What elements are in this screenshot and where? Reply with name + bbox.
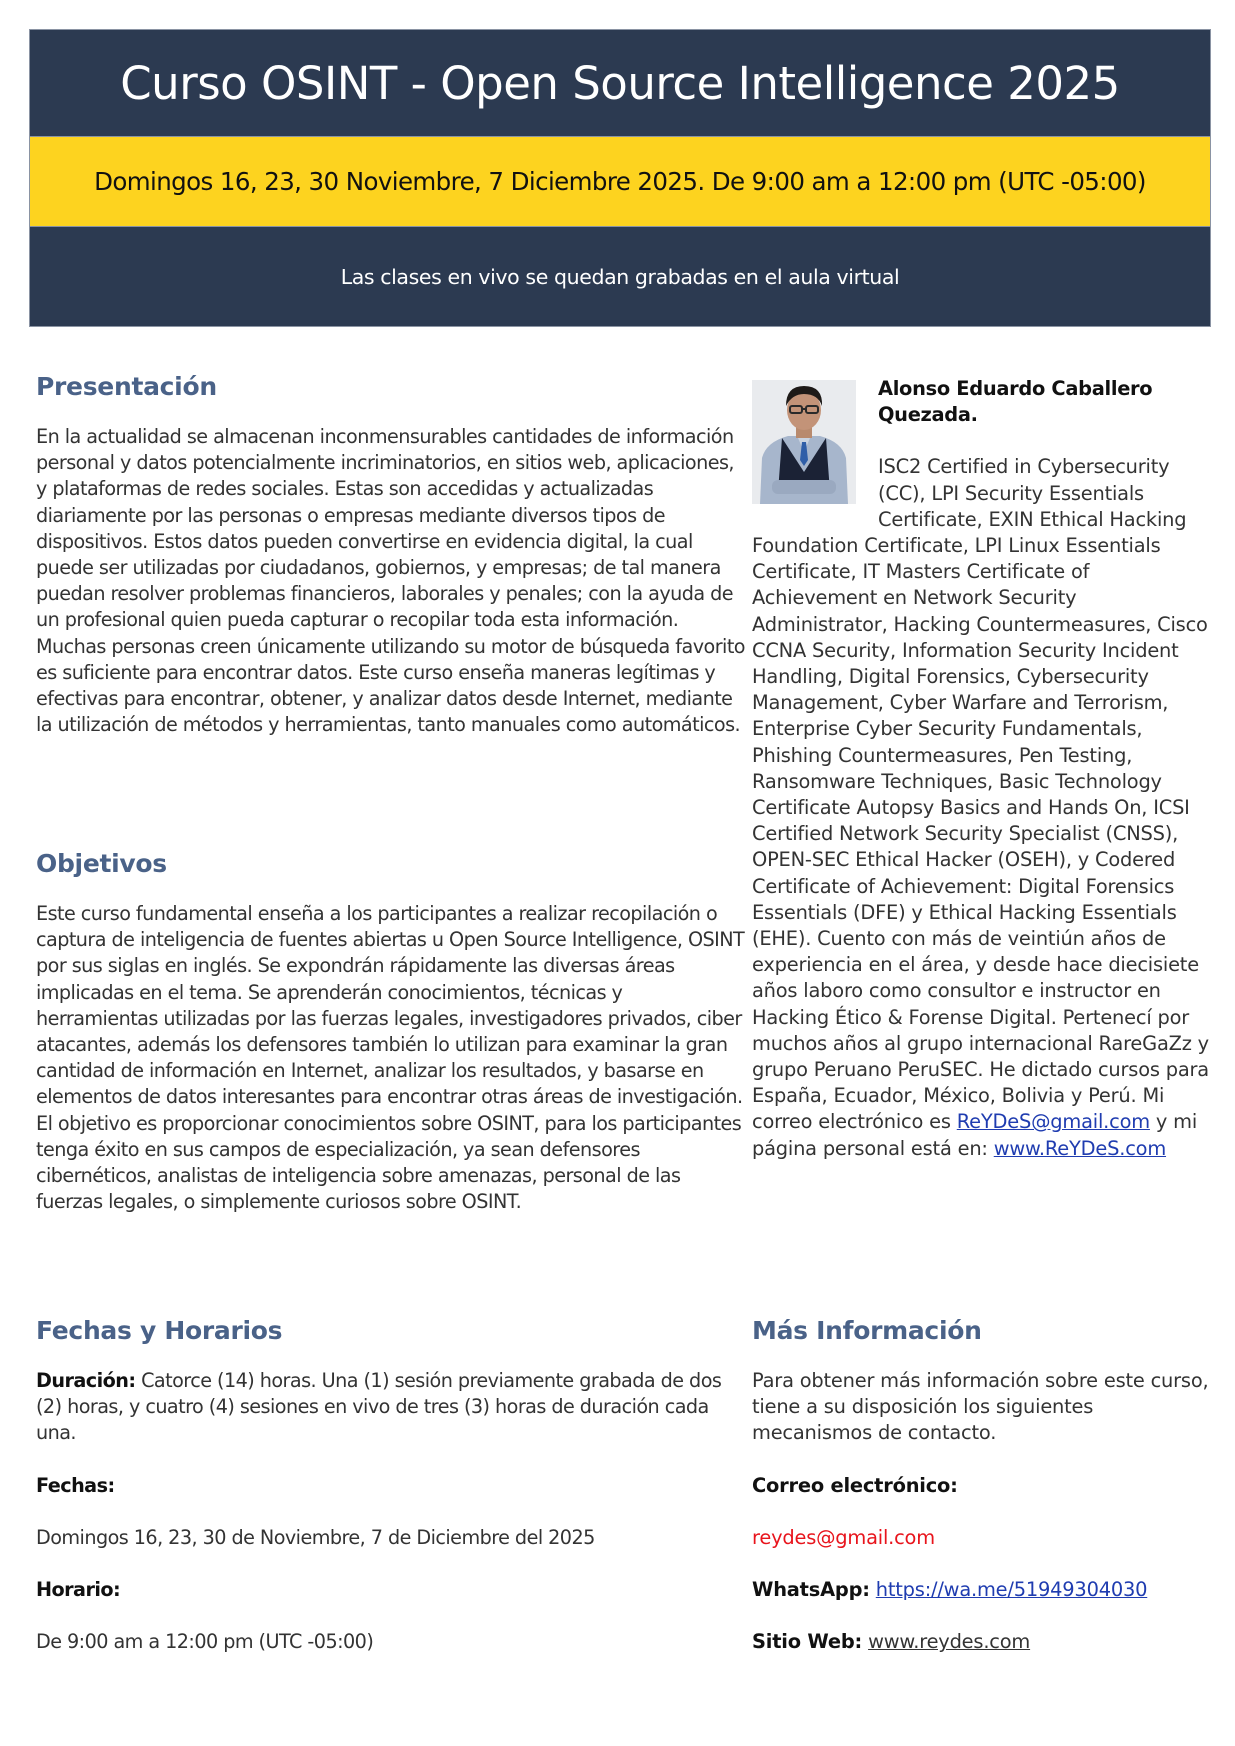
correo-value[interactable]: reydes@gmail.com <box>752 1525 935 1549</box>
correo-label: Correo electrónico: <box>752 1473 958 1497</box>
presentacion-heading: Presentación <box>36 372 217 401</box>
objetivos-section <box>36 849 746 1215</box>
fechas-label: Fechas: <box>36 1473 115 1497</box>
instructor-section <box>752 376 1212 1162</box>
recorded-classes-note: Las clases en vivo se quedan grabadas en el aula virtual <box>30 227 1210 326</box>
instructor-photo <box>752 380 856 504</box>
course-title: Curso OSINT - Open Source Intelligence 2025 <box>30 30 1210 136</box>
mas-info-heading: Más Información <box>752 1316 982 1345</box>
instructor-email-link[interactable]: ReYDeS@gmail.com <box>956 1110 1150 1134</box>
presentacion-section <box>36 372 746 738</box>
duracion-label: Duración: <box>36 1369 136 1392</box>
fechas-value: Domingos 16, 23, 30 de Noviembre, 7 de Diciembre del 2025 <box>36 1525 595 1549</box>
presentacion-body: En la actualidad se almacenan inconmensurables cantidades de información personal y datos potencialmente incriminatorios, en sitios web, aplicaciones, y plataformas de redes sociales. Estas son accedidas y actualizadas diariamente por las personas o empresas mediante diversos tipos de dispositivos. Estos datos pueden convertirse en evidencia digital, la cual puede ser utilizadas por ciudadanos, gobiernos, y empresas; de tal manera puedan resolver problemas financieros, laborales y penales; con la ayuda de un profesional quien pueda capturar o recopilar toda esta información. Muchas personas creen únicamente utilizando su motor de búsqueda favorito es suficiente para encontrar datos. Este curso enseña maneras legítimas y efectivas para encontrar, obtener, y analizar datos desde Internet, mediante la utilización de métodos y herramientas, tanto manuales como automáticos. <box>36 425 745 737</box>
whatsapp-link[interactable]: https://wa.me/51949304030 <box>875 1578 1148 1602</box>
mas-info-section <box>752 1316 1212 1655</box>
instructor-bio <box>752 454 1212 1161</box>
horario-label: Horario: <box>36 1578 121 1602</box>
duracion-paragraph <box>36 1368 746 1447</box>
web-row <box>752 1629 1212 1655</box>
mas-info-intro: Para obtener más información sobre este curso, tiene a su disposición los siguientes mecanismos de contacto. <box>752 1369 1209 1445</box>
duracion-text: Catorce (14) horas. Una (1) sesión previamente grabada de dos (2) horas, y cuatro (4) sesiones en vivo de tres (3) horas de duración cada una. <box>36 1369 722 1445</box>
objetivos-heading: Objetivos <box>36 849 167 878</box>
course-dates-strip: Domingos 16, 23, 30 Noviembre, 7 Diciembre 2025. De 9:00 am a 12:00 pm (UTC -05:00) <box>30 136 1210 227</box>
web-label: Sitio Web: <box>752 1630 863 1654</box>
whatsapp-label: WhatsApp: <box>752 1578 870 1602</box>
instructor-bio-text: ISC2 Certified in Cybersecurity (CC), LPI Security Essentials Certificate, EXIN Ethical Hacking Foundation Certificate, LPI Linux Essentials Certificate, IT Masters Certificate of Achievement en Network Security Administrator, Hacking Countermeasures, Cisco CCNA Security, Information Security Incident Handling, Digital Forensics, Cybersecurity Management, Cyber Warfare and Terrorism, Enterprise Cyber Security Fundamentals, Phishing Countermeasures, Pen Testing, Ransomware Techniques, Basic Technology Certificate Autopsy Basics and Hands On, ICSI Certified Network Security Specialist (CNSS), OPEN-SEC Ethical Hacker (OSEH), y Codered Certificate of Achievement: Digital Forensics Essentials (DFE) y Ethical Hacking Essentials (EHE). Cuento con más de veintiún años de experiencia en el área, y desde hace diecisiete años laboro como consultor e instructor en Hacking Ético & Forense Digital. Pertenecí por muchos años al grupo internacional RareGaZz y grupo Peruano PeruSEC. He dictado cursos para España, Ecuador, México, Bolivia y Perú. Mi correo electrónico es <box>752 455 1209 1134</box>
instructor-name: Alonso Eduardo Caballero Quezada. <box>878 377 1153 427</box>
instructor-bio-mid: y mi página personal está en: <box>752 1110 1198 1160</box>
whatsapp-row <box>752 1577 1212 1603</box>
fechas-heading: Fechas y Horarios <box>36 1316 283 1345</box>
fechas-section <box>36 1316 746 1655</box>
course-banner <box>29 29 1211 327</box>
web-link[interactable]: www.reydes.com <box>868 1630 1031 1654</box>
objetivos-body: Este curso fundamental enseña a los participantes a realizar recopilación o captura de inteligencia de fuentes abiertas u Open Source Intelligence, OSINT por sus siglas en inglés. Se expondrán rápidamente las diversas áreas implicadas en el tema. Se aprenderán conocimientos, técnicas y herramientas utilizadas por las fuerzas legales, investigadores privados, ciber atacantes, además los defensores también lo utilizan para examinar la gran cantidad de información en Internet, analizar los resultados, y basarse en elementos de datos interesantes para encontrar otras áreas de investigación. El objetivo es proporcionar conocimientos sobre OSINT, para los participantes tenga éxito en sus campos de especialización, ya sean defensores cibernéticos, analistas de inteligencia sobre amenazas, personal de las fuerzas legales, o simplemente curiosos sobre OSINT. <box>36 902 745 1214</box>
instructor-website-link[interactable]: www.ReYDeS.com <box>993 1136 1167 1160</box>
horario-value: De 9:00 am a 12:00 pm (UTC -05:00) <box>36 1630 374 1654</box>
person-portrait-icon <box>752 380 856 504</box>
